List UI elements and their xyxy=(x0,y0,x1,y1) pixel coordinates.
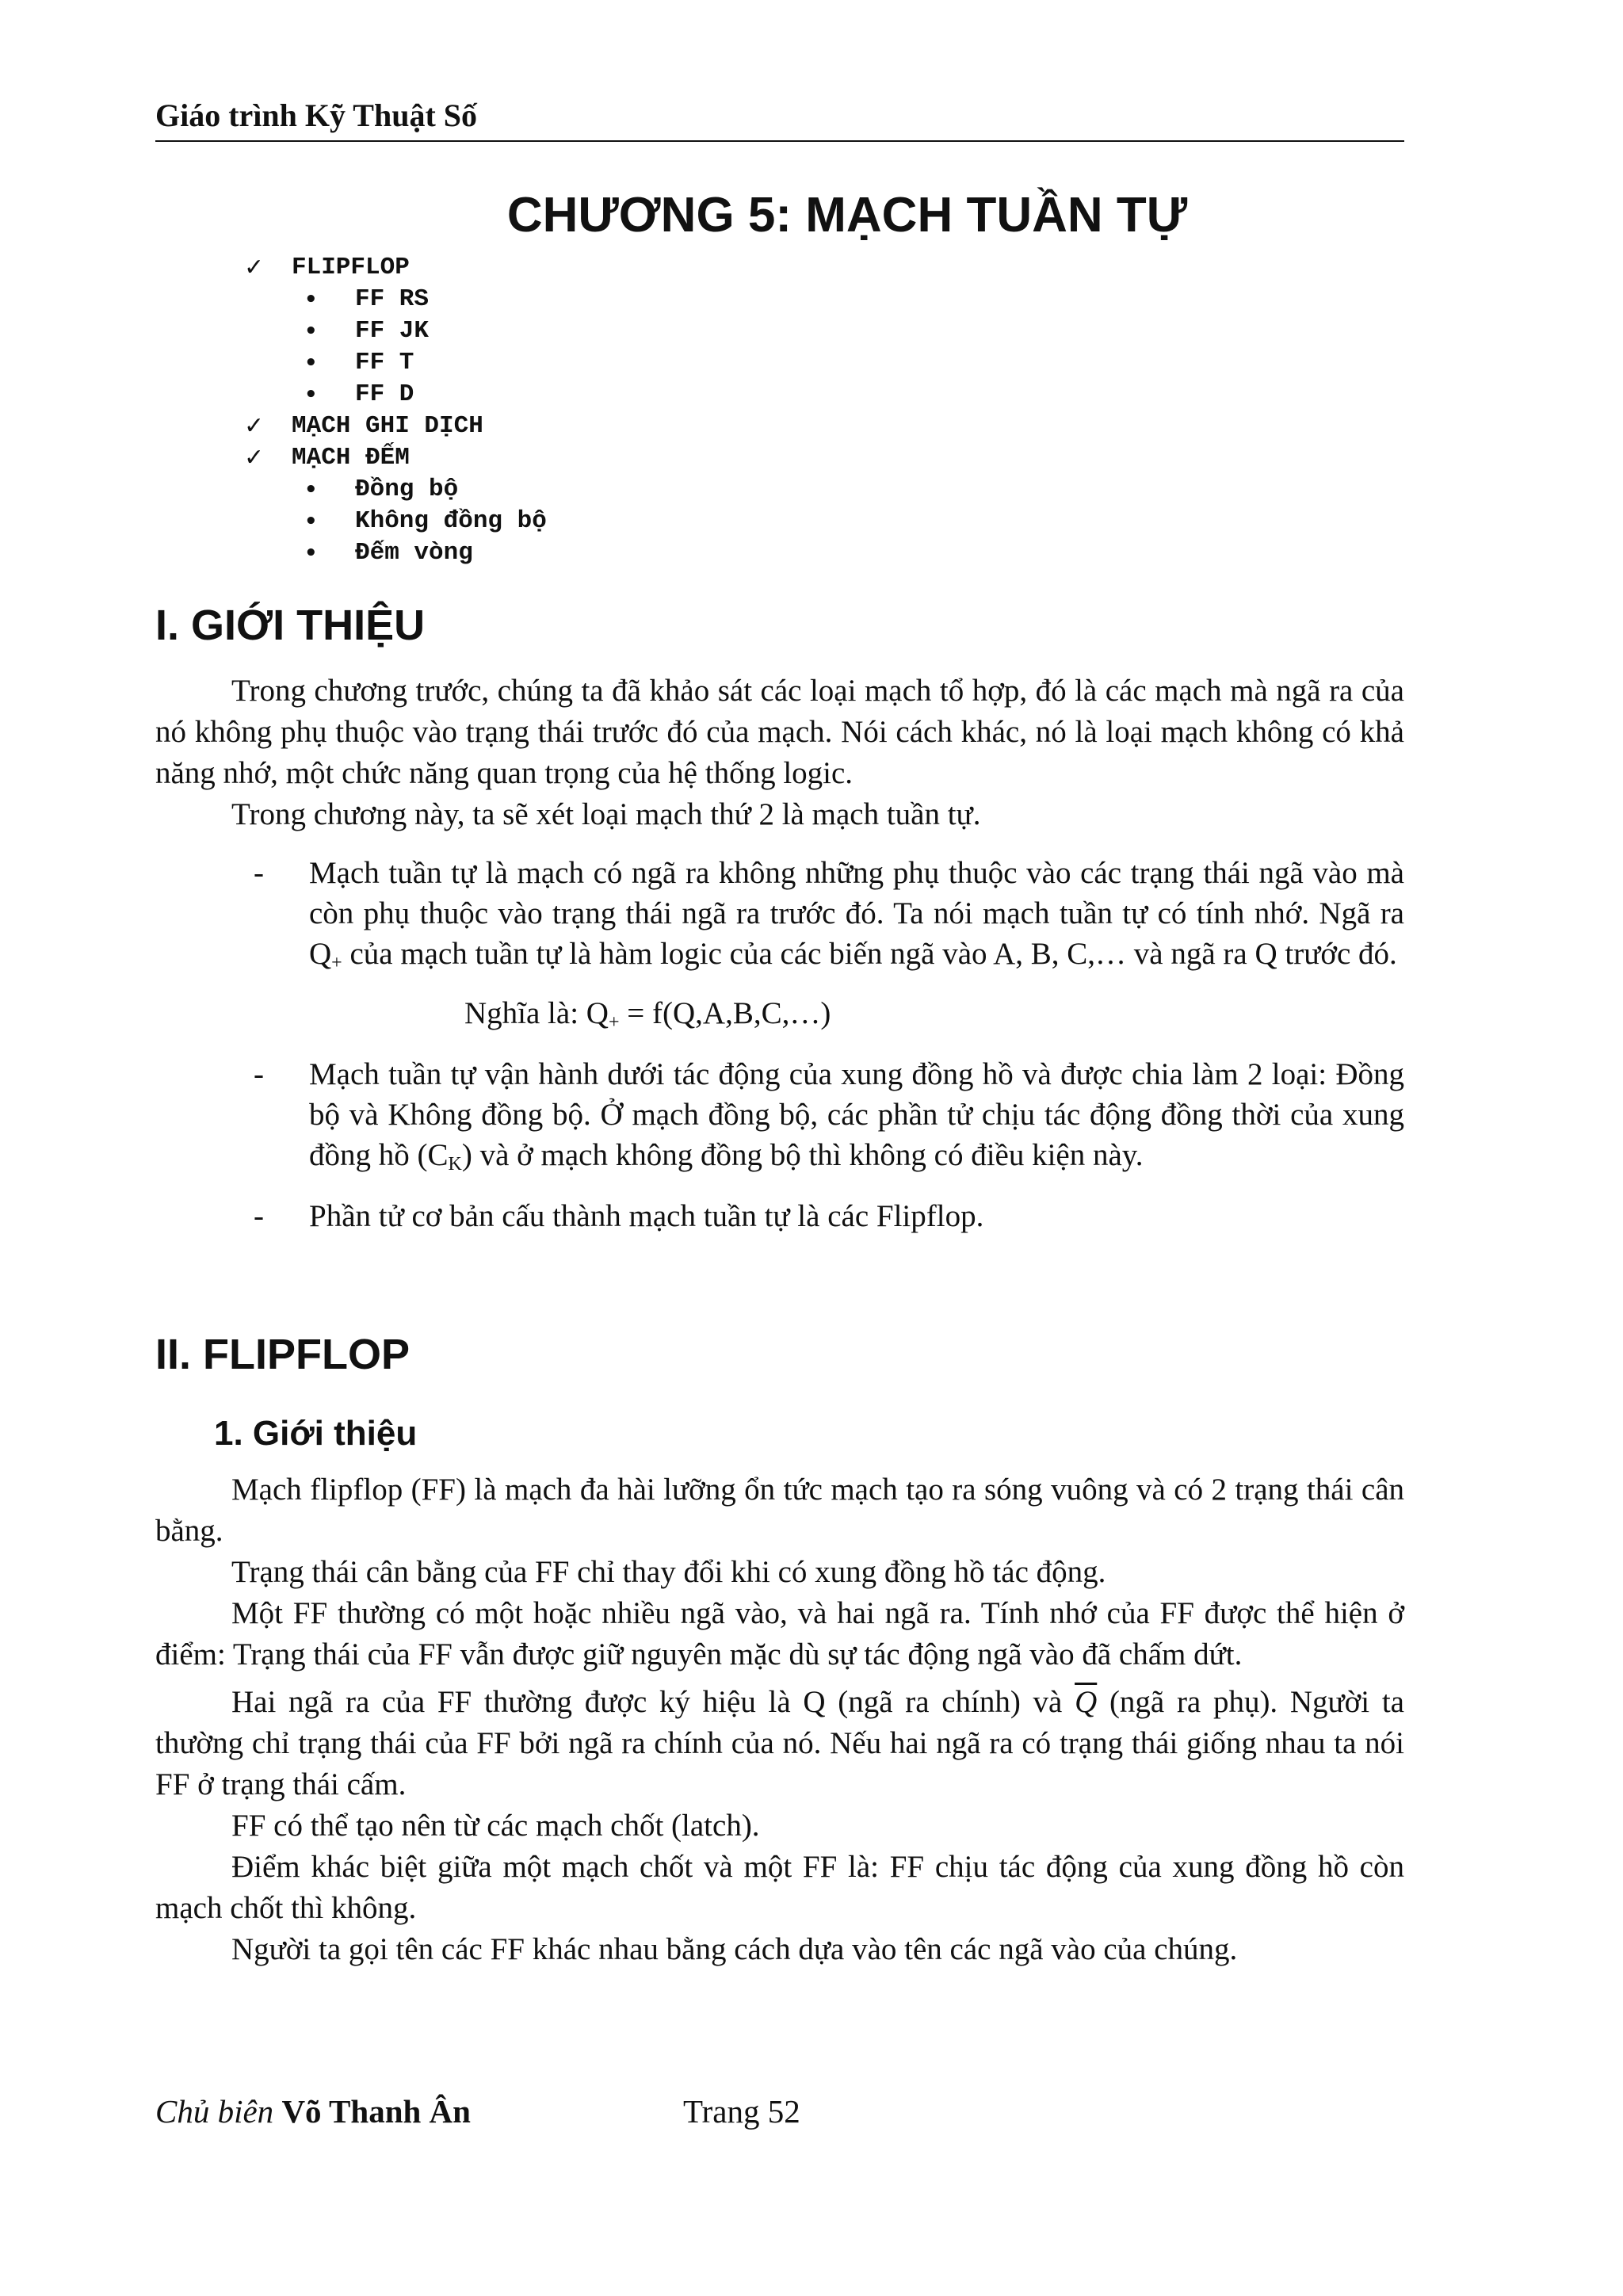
paragraph: Người ta gọi tên các FF khác nhau bằng cách dựa vào tên các ngã vào của chúng. xyxy=(231,1932,1238,1966)
paragraph: Trạng thái cân bằng của FF chỉ thay đổi khi có xung đồng hồ tác động. xyxy=(231,1555,1106,1589)
outline-subitem: • FF T xyxy=(238,347,547,379)
outline-item: ✓ FLIPFLOP xyxy=(238,252,547,284)
outline-subitem: • FF D xyxy=(238,379,547,411)
dash-list-item: - Mạch tuần tự là mạch có ngã ra không những phụ thuộc vào các trạng thái ngã vào mà còn phụ thuộc vào trạng thái ngã ra trước đó. Ta nói mạch tuần tự có tính nhớ. Ngã ra $Q_+$ của mạch tuần tự là hàm logic của các biến ngã vào A, B, C,… và ngã ra Q trước đó. xyxy=(254,856,1404,973)
bullet-icon: • xyxy=(304,478,318,502)
formula: Nghĩa là: $Q_+$ = f(Q,A,B,C,…) xyxy=(464,996,831,1033)
outline-subitem: • Đếm vòng xyxy=(238,537,547,569)
dash-list-item: - Mạch tuần tự vận hành dưới tác động của xung đồng hồ và được chia làm 2 loại: Đồng bộ và Không đồng bộ. Ở mạch đồng bộ, các phần tử chịu tác động đồng thời của xung đồng hồ $(C_K)$ và ở mạch không đồng bộ thì không có điều kiện này. xyxy=(254,1057,1404,1175)
paragraph: Mạch flipflop (FF) là mạch đa hài lưỡng ổn tức mạch tạo ra sóng vuông và có 2 trạng thái cân bằng. xyxy=(155,1473,1404,1548)
outline-item: ✓ MẠCH ĐẾM xyxy=(238,442,547,474)
bullet-icon: • xyxy=(304,288,318,311)
page-number: Trang 52 xyxy=(683,2093,800,2130)
paragraph: Hai ngã ra của FF thường được ký hiệu là Q (ngã ra chính) và $\overline{Q}$ (ngã ra phụ). Người ta thường chỉ trạng thái của FF bởi ngã ra chính của nó. Nếu hai ngã ra có trạng thái giống nhau ta nói FF ở trạng thái cấm. xyxy=(155,1685,1404,1801)
footer-role: Chủ biên xyxy=(155,2093,274,2130)
bullet-icon: • xyxy=(304,351,318,375)
paragraph: Một FF thường có một hoặc nhiều ngã vào, và hai ngã ra. Tính nhớ của FF được thể hiện ở điểm: Trạng thái của FF vẫn được giữ nguyên mặc dù sự tác động ngã vào đã chấm dứt. xyxy=(155,1596,1404,1671)
footer-author: Võ Thanh Ân xyxy=(281,2093,471,2130)
intro-dash-list xyxy=(155,853,1404,1236)
bullet-icon: • xyxy=(304,319,318,343)
bullet-icon: • xyxy=(304,541,318,565)
paragraph: FF có thể tạo nên từ các mạch chốt (latch). xyxy=(231,1809,760,1843)
flipflop-paragraphs xyxy=(155,1469,1404,1970)
outline-subitem: • Đồng bộ xyxy=(238,474,547,506)
subsection-heading: 1. Giới thiệu xyxy=(214,1414,418,1453)
checkmark-icon: ✓ xyxy=(244,444,265,472)
outline-subitem: • FF JK xyxy=(238,315,547,347)
bullet-icon: • xyxy=(304,383,318,407)
page-footer xyxy=(155,2092,800,2130)
bullet-icon: • xyxy=(304,510,318,533)
paragraph: Trong chương trước, chúng ta đã khảo sát các loại mạch tổ hợp, đó là các mạch mà ngã ra của nó không phụ thuộc vào trạng thái trước đó của mạch. Nói cách khác, nó là loại mạch không có khả năng nhớ, một chức năng quan trọng của hệ thống logic. xyxy=(155,674,1404,790)
intro-paragraphs xyxy=(155,670,1404,835)
outline-subitem: • FF RS xyxy=(238,284,547,315)
chapter-title: CHƯƠNG 5: MẠCH TUẦN TỰ xyxy=(506,188,1188,243)
outline-subitem: • Không đồng bộ xyxy=(238,506,547,537)
checkmark-icon: ✓ xyxy=(244,254,265,281)
paragraph: Điểm khác biệt giữa một mạch chốt và một FF là: FF chịu tác động của xung đồng hồ còn mạch chốt thì không. xyxy=(155,1850,1404,1925)
section-heading-intro: I. GIỚI THIỆU xyxy=(155,602,426,649)
dash-list-item: - Phần tử cơ bản cấu thành mạch tuần tự là các Flipflop. xyxy=(254,1199,984,1233)
chapter-outline xyxy=(238,252,547,569)
section-heading-flipflop: II. FLIPFLOP xyxy=(155,1331,410,1378)
outline-item: ✓ MẠCH GHI DỊCH xyxy=(238,411,547,442)
q-bar-symbol: $\overline{Q}$ xyxy=(1075,1685,1098,1719)
paragraph: Trong chương này, ta sẽ xét loại mạch thứ 2 là mạch tuần tự. xyxy=(231,797,981,831)
checkmark-icon: ✓ xyxy=(244,412,265,440)
running-header: Giáo trình Kỹ Thuật Số xyxy=(155,97,1404,142)
